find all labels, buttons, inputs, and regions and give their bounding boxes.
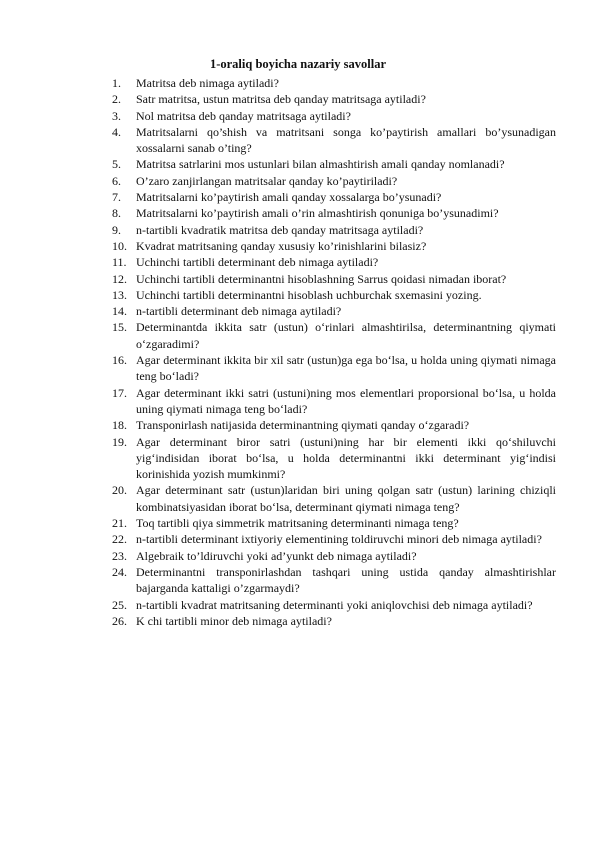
- question-number: 26.: [112, 613, 127, 628]
- question-text: Agar determinant satr (ustun)laridan biri uning qolgan satr (ustun) larining chiziqli kombinatsiyasidan iborat bo‘lsa, determinant qiymati nimaga teng?: [136, 483, 556, 514]
- question-list: [112, 75, 556, 629]
- question-text: Agar determinant ikkita bir xil satr (ustun)ga ega bo‘lsa, u holda uning qiymati nimaga teng bo‘ladi?: [136, 353, 556, 384]
- question-text: n-tartibli kvadrat matritsaning determinanti yoki aniqlovchisi deb nimaga aytiladi?: [136, 597, 533, 612]
- question-number: 11.: [112, 255, 127, 270]
- question-text: Agar determinant biror satri (ustuni)ning har bir elementi ikki qo‘shiluvchi yig‘indisidan iborat bo‘lsa, u holda determinantni ikki determinant yig‘indisi korinishida yozish mumkinmi?: [136, 434, 556, 482]
- question-item: [112, 238, 556, 254]
- question-item: [112, 108, 556, 124]
- question-item: [112, 156, 556, 172]
- question-text: Matritsalarni ko’paytirish amali o’rin almashtirish qonuniga bo’ysunadimi?: [136, 206, 499, 221]
- question-text: n-tartibli determinant deb nimaga aytiladi?: [136, 304, 342, 319]
- question-number: 6.: [112, 173, 121, 188]
- question-item: [112, 613, 556, 629]
- document-title: 1-oraliq boyicha nazariy savollar: [209, 57, 387, 71]
- question-number: 10.: [112, 238, 127, 253]
- question-text: Uchinchi tartibli determinantni hisoblashning Sarrus qoidasi nimadan iborat?: [136, 271, 507, 286]
- question-text: Determinantni transponirlashdan tashqari uning ustida qanday almashtirishlar bajarganda kattaligi o’zgarmaydi?: [136, 564, 556, 596]
- question-number: 2.: [112, 92, 121, 107]
- question-number: 5.: [112, 157, 121, 172]
- question-number: 9.: [112, 222, 121, 237]
- question-number: 20.: [112, 483, 127, 498]
- question-number: 18.: [112, 418, 127, 433]
- question-text: Uchinchi tartibli determinant deb nimaga aytiladi?: [136, 255, 379, 270]
- question-number: 4.: [112, 124, 121, 139]
- question-item: [112, 531, 556, 547]
- question-text: Nol matritsa deb qanday matritsaga aytiladi?: [136, 108, 351, 123]
- question-item: [112, 564, 556, 597]
- question-item: [112, 287, 556, 303]
- question-item: [112, 482, 556, 515]
- question-item: [112, 254, 556, 270]
- question-text: n-tartibli determinant ixtiyoriy elementining toldiruvchi minori deb nimaga aytiladi?: [136, 532, 542, 547]
- question-item: [112, 91, 556, 107]
- question-text: Toq tartibli qiya simmetrik matritsaning determinanti nimaga teng?: [136, 516, 459, 531]
- question-item: [112, 515, 556, 531]
- question-item: [112, 173, 556, 189]
- question-text: Agar determinant ikki satri (ustuni)ning mos elementlari proporsional bo‘lsa, u holda uning qiymati nimaga teng bo‘ladi?: [136, 385, 556, 416]
- question-text: Uchinchi tartibli determinantni hisoblash uchburchak sxemasini yozing.: [136, 287, 482, 302]
- question-number: 22.: [112, 532, 127, 547]
- question-number: 13.: [112, 287, 127, 302]
- question-text: O’zaro zanjirlangan matritsalar qanday ko’paytiriladi?: [136, 173, 398, 188]
- question-number: 14.: [112, 304, 127, 319]
- question-number: 17.: [112, 385, 127, 400]
- question-item: [112, 271, 556, 287]
- question-item: [112, 189, 556, 205]
- question-number: 25.: [112, 597, 127, 612]
- question-number: 15.: [112, 320, 127, 335]
- question-item: [112, 417, 556, 433]
- question-number: 8.: [112, 206, 121, 221]
- question-item: [112, 434, 556, 483]
- question-number: 21.: [112, 516, 127, 531]
- question-item: [112, 124, 556, 157]
- question-number: 16.: [112, 353, 127, 368]
- question-text: Matritsalarni ko’paytirish amali qanday xossalarga bo’ysunadi?: [136, 190, 442, 205]
- question-text: Matritsa deb nimaga aytiladi?: [136, 76, 279, 90]
- question-item: [112, 205, 556, 221]
- question-item: [112, 548, 556, 564]
- question-text: Kvadrat matritsaning qanday xususiy ko’rinishlarini bilasiz?: [136, 238, 427, 253]
- question-number: 3.: [112, 108, 121, 123]
- question-item: [112, 75, 556, 91]
- question-text: n-tartibli kvadratik matritsa deb qanday matritsaga aytiladi?: [136, 222, 424, 237]
- question-text: Determinantda ikkita satr (ustun) o‘rinlari almashtirilsa, determinantning qiymati o‘zgaradimi?: [136, 320, 556, 351]
- question-item: [112, 222, 556, 238]
- question-item: [112, 303, 556, 319]
- question-number: 23.: [112, 548, 127, 563]
- question-text: Matritsalarni qo’shish va matritsani songa ko’paytirish amallari bo’ysunadigan xossalarni sanab o’ting?: [136, 124, 556, 156]
- question-item: [112, 352, 556, 385]
- question-item: [112, 319, 556, 352]
- question-text: K chi tartibli minor deb nimaga aytiladi?: [136, 613, 332, 628]
- question-item: [112, 385, 556, 418]
- question-text: Satr matritsa, ustun matritsa deb qanday matritsaga aytiladi?: [136, 92, 426, 107]
- question-text: Matritsa satrlarini mos ustunlari bilan almashtirish amali qanday nomlanadi?: [136, 157, 505, 172]
- question-text: Algebraik to’ldiruvchi yoki ad’yunkt deb nimaga aytiladi?: [136, 548, 417, 563]
- question-item: [112, 597, 556, 613]
- question-number: 19.: [112, 434, 127, 449]
- question-number: 1.: [112, 76, 121, 90]
- question-text: Transponirlash natijasida determinantning qiymati qanday o‘zgaradi?: [136, 418, 470, 433]
- question-number: 7.: [112, 190, 121, 205]
- question-number: 12.: [112, 271, 127, 286]
- question-number: 24.: [112, 564, 127, 579]
